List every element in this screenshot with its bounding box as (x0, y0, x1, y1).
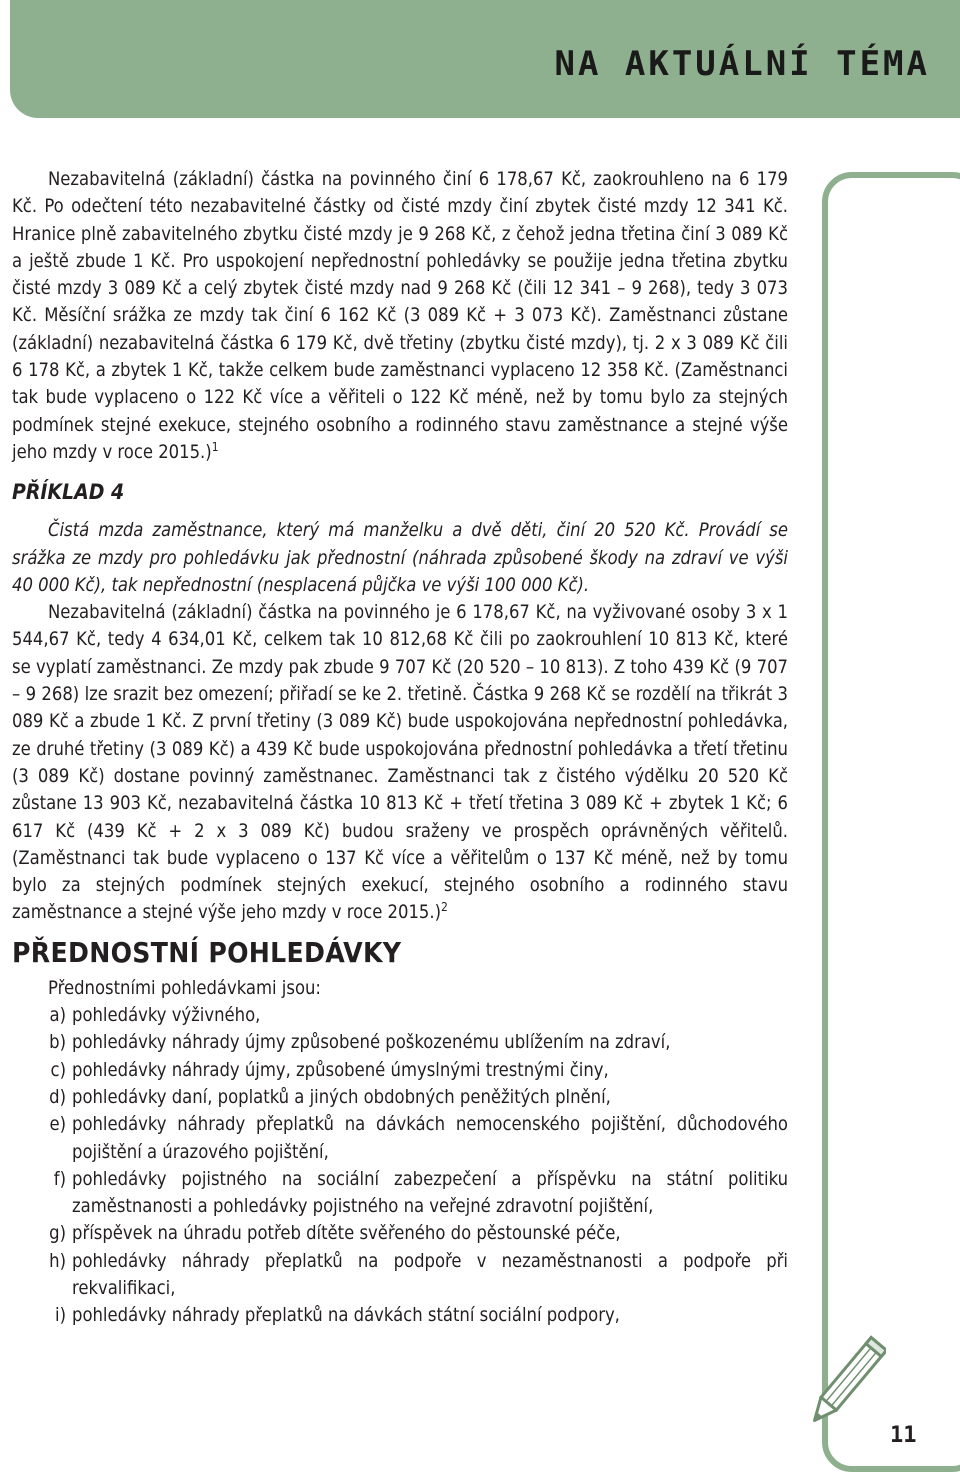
list-item-text: příspěvek na úhradu potřeb dítěte svěřeného do pěstounské péče, (72, 1223, 621, 1245)
section-lead: Přednostními pohledávkami jsou: (48, 977, 321, 999)
list-marker: i) (55, 1305, 66, 1327)
list-item (12, 1111, 788, 1166)
list-marker: a) (49, 1005, 66, 1027)
list-item (12, 1057, 788, 1084)
list-marker: b) (49, 1032, 66, 1054)
example-intro: Čistá mzda zaměstnance, který má manželku a dvě děti, činí 20 520 Kč. Provádí se srážka ze mzdy pro pohledávku jak přednostní (náhrada způsobené škody na zdraví ve výši 40 000 Kč), tak nepřednostní (nesplacená půjčka ve výši 100 000 Kč). (12, 520, 788, 596)
side-frame (822, 172, 960, 1472)
list-item (12, 1002, 788, 1029)
list-item (12, 1302, 788, 1329)
list-marker: e) (49, 1114, 66, 1136)
list-marker: g) (49, 1223, 66, 1245)
footnote-ref-1: 1 (211, 439, 219, 454)
list-item (12, 1248, 788, 1303)
list-marker: f) (53, 1168, 66, 1190)
list-item-text: pohledávky náhrady přeplatků na dávkách státní sociální podpory, (72, 1305, 620, 1327)
paragraph-1 (12, 166, 788, 466)
list-marker: d) (49, 1086, 66, 1108)
section-header-title: NA AKTUÁLNÍ TÉMA (554, 44, 930, 84)
list-item-text: pohledávky náhrady přeplatků na podpoře v nezaměstnanosti a podpoře při rekvalifikaci, (72, 1250, 788, 1299)
list-item-text: pohledávky daní, poplatků a jiných obdobných peněžitých plnění, (72, 1086, 611, 1108)
example-title: PŘÍKLAD 4 (12, 480, 125, 505)
list-item (12, 1166, 788, 1221)
list-marker: c) (50, 1059, 66, 1081)
example-body-text: Nezabavitelná (základní) částka na povinného je 6 178,67 Kč, na vyživované osoby 3 x 1 544,67 Kč, tedy 4 634,01 Kč, celkem tak 10 812,68 Kč čili po zaokrouhlení 10 813 Kč, které se vyplatí zaměstnanci. Ze mzdy pak zbude 9 707 Kč (20 520 – 10 813). Z toho 439 Kč (9 707 – 9 268) lze srazit bez omezení; přiřadí se ke 2. třetině. Částka 9 268 Kč se rozdělí na třikrát 3 089 Kč a zbude 1 Kč. Z první třetiny (3 089 Kč) bude uspokojována nepřednostní pohledávka, ze druhé třetiny (3 089 Kč) a 439 Kč bude uspokojována přednostní pohledávka a třetí třetinu (3 089 Kč) dostane povinný zaměstnanec. Zaměstnanci tak z čistého výdělku 20 520 Kč zůstane 13 903 Kč, nezabavitelná částka 10 813 Kč + třetí třetina 3 089 Kč + zbytek 1 Kč; 6 617 Kč (439 Kč + 2 x 3 089 Kč) budou sraženy ve prospěch oprávněných věřitelů. (Zaměstnanci tak bude vyplaceno o 137 Kč více a věřitelům o 137 Kč méně, než by tomu bylo za stejných podmínek stejných exekucí, stejného osobního a rodinného stavu zaměstnance a stejné výše jeho mzdy v roce 2015.) (12, 602, 788, 924)
list-item (12, 1029, 788, 1056)
list-marker: h) (49, 1250, 66, 1272)
paragraph-1-text: Nezabavitelná (základní) částka na povinného činí 6 178,67 Kč, zaokrouhleno na 6 179 Kč. Po odečtení této nezabavitelné částky od čisté mzdy činí zbytek čisté mzdy 12 341 Kč. Hranice plně zabavitelného zbytku čisté mzdy je 9 268 Kč, z čehož jedna třetina činí 3 089 Kč a ještě zbude 1 Kč. Pro uspokojení nepřednostní pohledávky se použije jedna třetina zbytku čisté mzdy 3 089 Kč a celý zbytek čisté mzdy nad 9 268 Kč (čili 12 341 – 9 268), tedy 3 073 Kč. Měsíční srážka ze mzdy tak činí 6 162 Kč (3 089 Kč + 3 073 Kč). Zaměstnanci zůstane (základní) nezabavitelná částka 6 179 Kč, dvě třetiny (zbytku čisté mzdy), tj. 2 x 3 089 Kč čili 6 178 Kč, a zbytek 1 Kč, takže celkem bude zaměstnanci vyplaceno 12 358 Kč. (Zaměstnanci tak bude vyplaceno o 122 Kč více a věřiteli o 122 Kč méně, než by tomu bylo za stejných podmínek stejné exekuce, stejného osobního a rodinného stavu zaměstnance a stejné výše jeho mzdy v roce 2015.) (12, 169, 788, 463)
list-item-text: pohledávky výživného, (72, 1005, 261, 1027)
list-item (12, 1084, 788, 1111)
header-band (10, 0, 960, 118)
list-item-text: pohledávky náhrady přeplatků na dávkách nemocenského pojištění, důchodového pojištění a úrazového pojištění, (72, 1114, 788, 1163)
section-title: PŘEDNOSTNÍ POHLEDÁVKY (12, 935, 402, 969)
example-body (12, 599, 788, 927)
pencil-icon (806, 1328, 886, 1438)
article-body (12, 166, 788, 1330)
priority-claims-list (12, 1002, 788, 1330)
page-number: 11 (890, 1423, 917, 1448)
list-item-text: pohledávky náhrady újmy, způsobené úmyslnými trestnými činy, (72, 1059, 609, 1081)
list-item-text: pohledávky náhrady újmy způsobené poškozenému ublížením na zdraví, (72, 1032, 671, 1054)
list-item (12, 1220, 788, 1247)
list-item-text: pohledávky pojistného na sociální zabezpečení a příspěvku na státní politiku zaměstnanosti a pohledávky pojistného na veřejné zdravotní pojištění, (72, 1168, 788, 1218)
footnote-ref-2: 2 (441, 900, 448, 915)
